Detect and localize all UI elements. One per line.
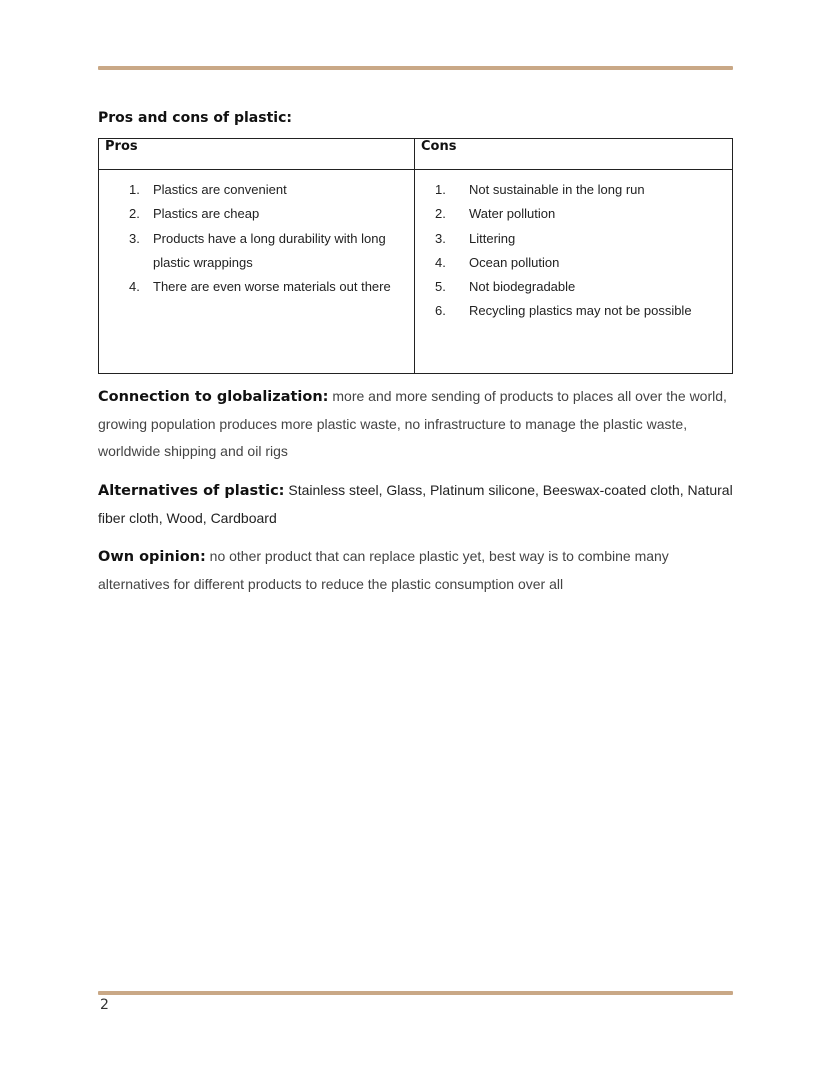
alternatives-label: Alternatives of plastic: [98, 483, 285, 499]
opinion-text: no other product that can replace plastic yet, best way is to combine many alternatives for different products to reduce the plastic consumption over all [98, 548, 669, 592]
globalization-label: Connection to globalization: [98, 389, 329, 405]
top-divider [98, 66, 733, 70]
pros-list-item: 2. Plastics are cheap [129, 206, 260, 222]
alternatives-paragraph [98, 477, 738, 532]
cons-list-item: 6. Recycling plastics may not be possible [435, 303, 692, 319]
pros-list-item: 3. Products have a long durability with long plastic wrappings [129, 230, 386, 270]
bottom-divider [98, 991, 733, 995]
pros-list-item: 4. There are even worse materials out there [129, 279, 391, 295]
pros-header: Pros [99, 139, 415, 170]
opinion-label: Own opinion: [98, 549, 206, 565]
cons-list [415, 170, 732, 324]
alternatives-text: Stainless steel, Glass, Platinum silicone, Beeswax-coated cloth, Natural fiber cloth, Wood, Cardboard [98, 482, 733, 526]
cons-cell [415, 170, 733, 374]
cons-list-item: 3. Littering [435, 230, 516, 246]
pros-list [99, 170, 414, 299]
section-heading: Pros and cons of plastic: [98, 110, 292, 126]
pros-list-item: 1. Plastics are convenient [129, 182, 287, 197]
page-number: 2 [100, 997, 109, 1013]
cons-list-item: 4. Ocean pollution [435, 254, 560, 270]
cons-list-item: 1. Not sustainable in the long run [435, 182, 645, 197]
pros-cell [99, 170, 415, 374]
cons-list-item: 5. Not biodegradable [435, 279, 576, 295]
globalization-text: more and more sending of products to places all over the world, growing population produces more plastic waste, no infrastructure to manage the plastic waste, worldwide shipping and oil rigs [98, 388, 727, 459]
pros-cons-table [98, 138, 733, 374]
globalization-paragraph [98, 383, 738, 465]
cons-header: Cons [415, 139, 733, 170]
opinion-paragraph [98, 543, 738, 598]
cons-list-item: 2. Water pollution [435, 206, 556, 222]
